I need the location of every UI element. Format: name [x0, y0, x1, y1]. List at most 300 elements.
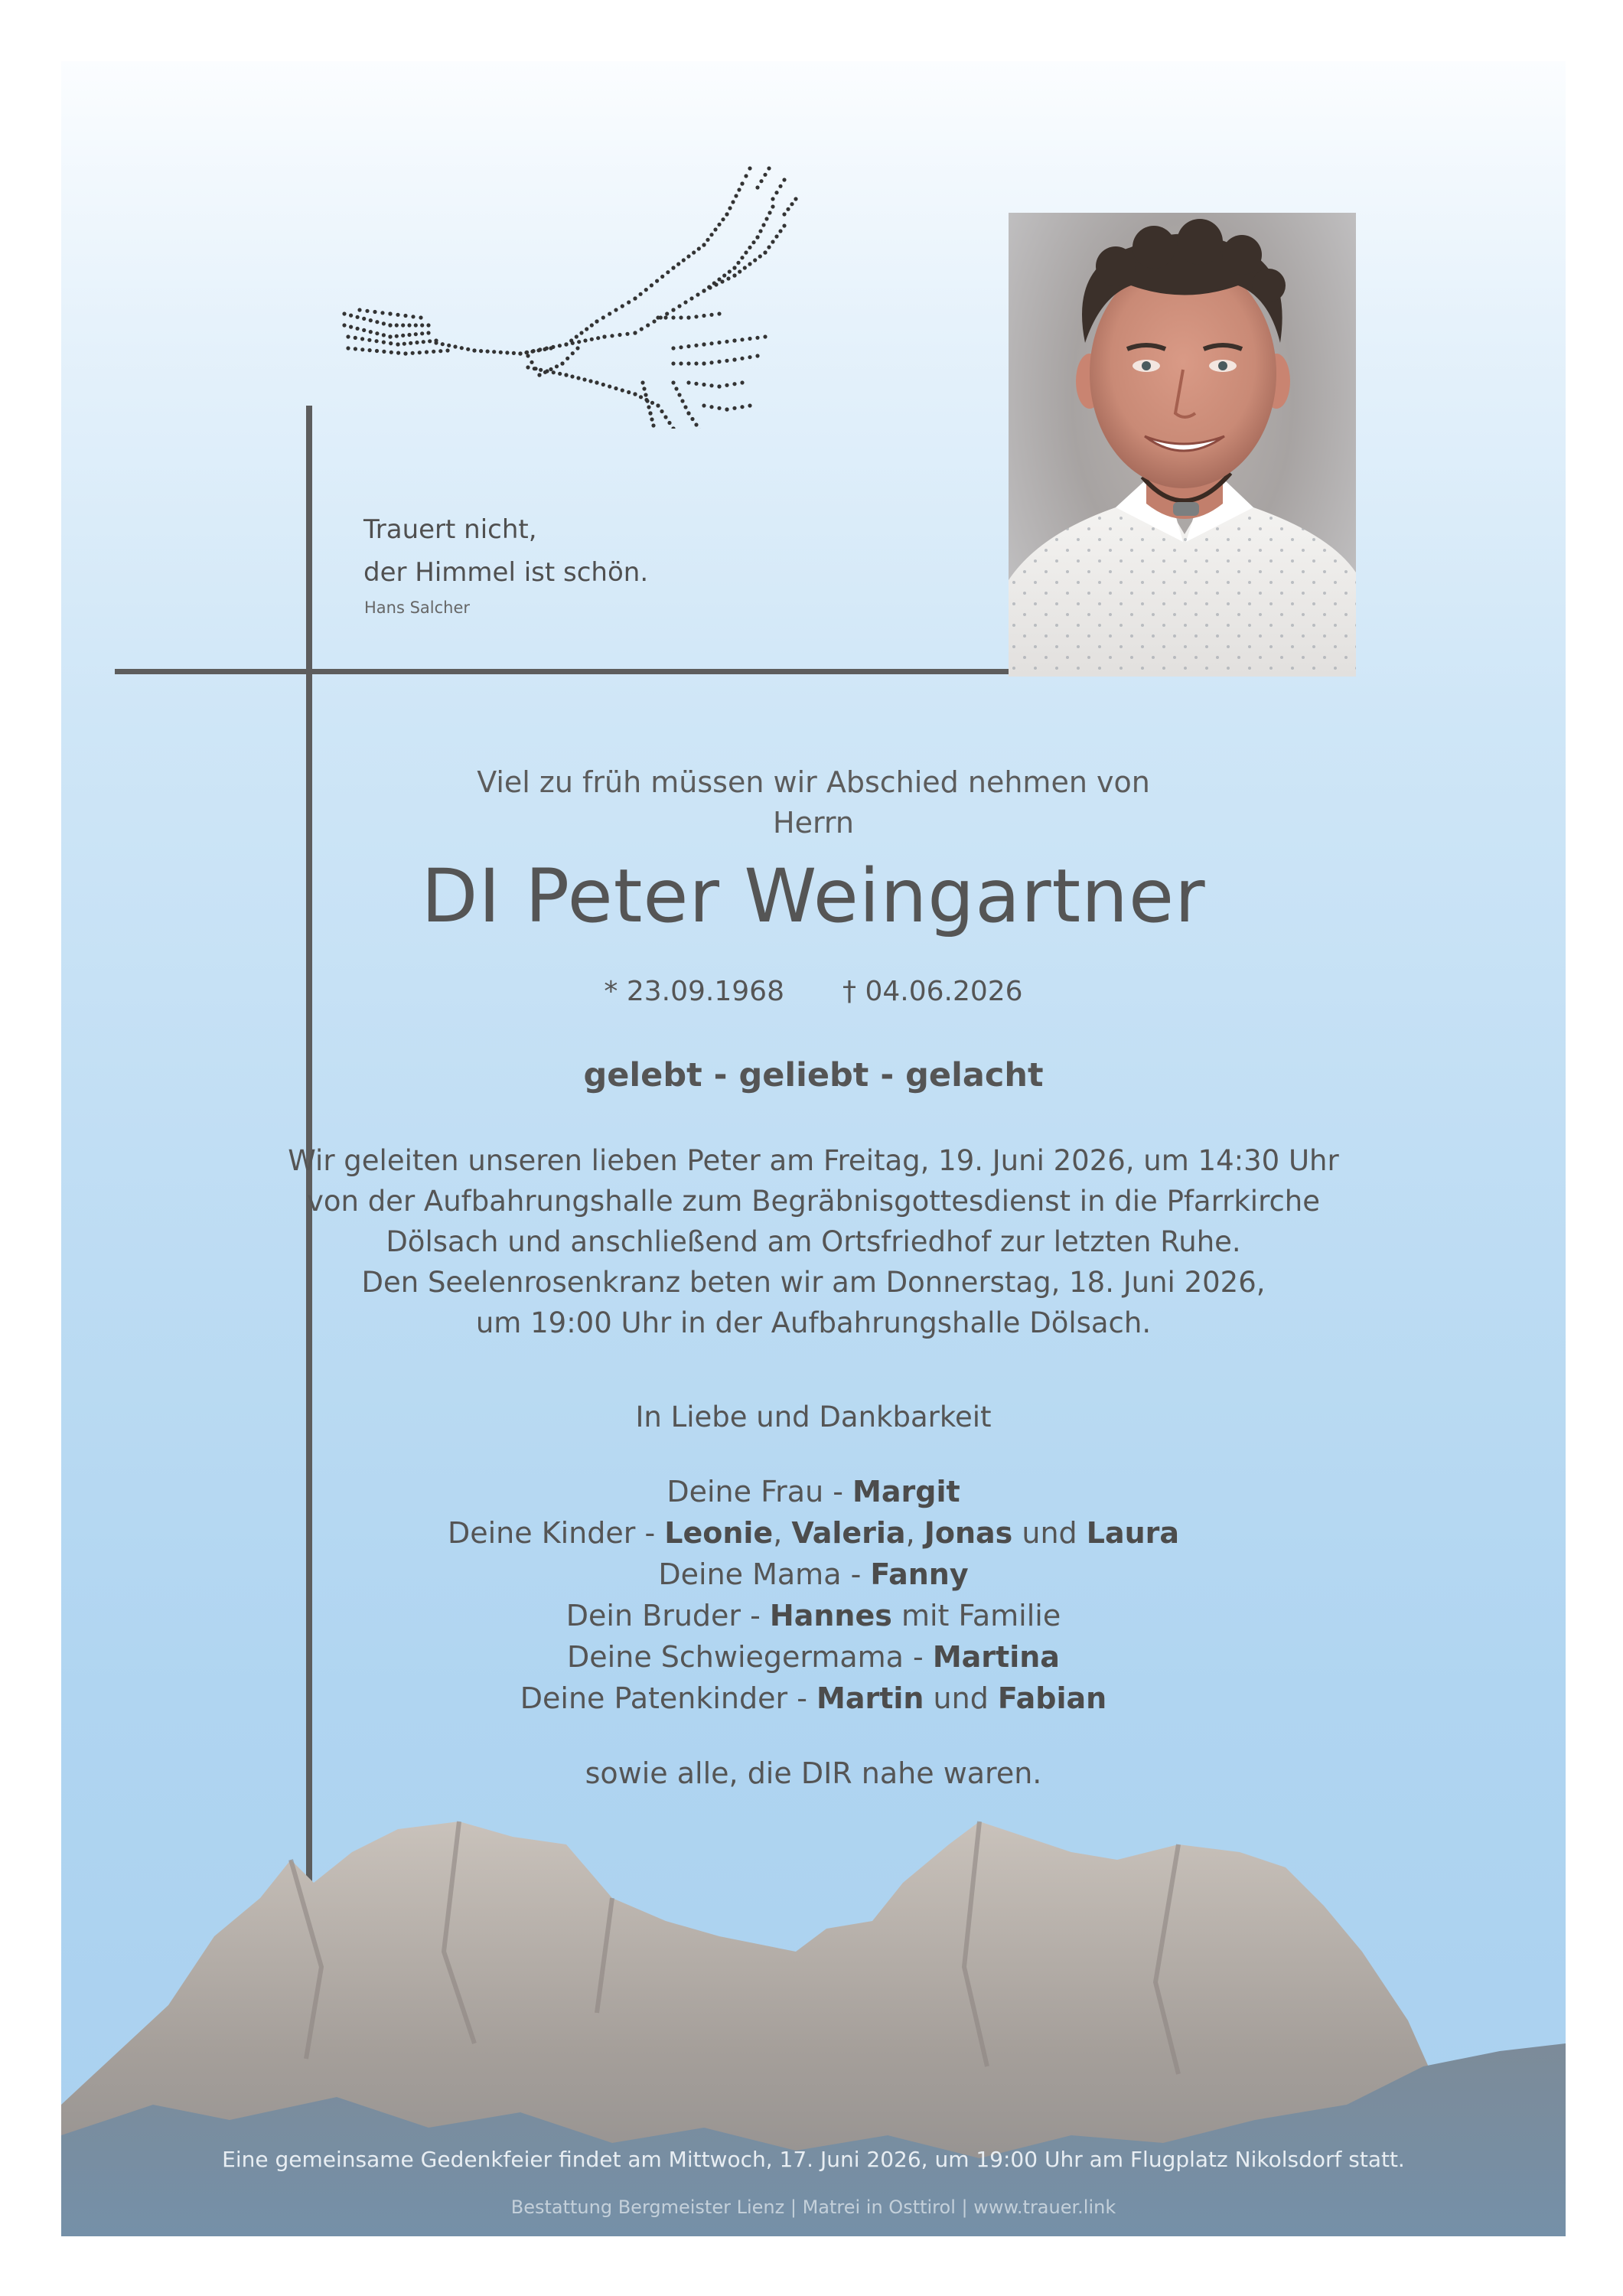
family-member-name: Fabian	[997, 1681, 1107, 1715]
bird-dot	[596, 336, 600, 340]
bird-dot	[441, 342, 445, 346]
bird-dot	[714, 282, 718, 286]
gratitude-line: In Liebe und Dankbarkeit	[635, 1401, 992, 1433]
bird-dot	[740, 256, 744, 259]
bird-dot	[702, 342, 706, 346]
family-member-name: Valeria	[791, 1516, 906, 1550]
bird-dot	[388, 311, 392, 315]
bird-dot	[755, 185, 759, 189]
bird-dot	[472, 348, 476, 352]
family-relation-text: Deine Schwiegermama -	[567, 1640, 933, 1674]
bird-dot	[709, 313, 713, 317]
bird-dot	[395, 323, 399, 327]
bird-dot	[731, 200, 735, 204]
deceased-name: DI Peter Weingartner	[421, 853, 1206, 939]
portrait-illustration	[1009, 213, 1356, 677]
bird-dot	[782, 178, 786, 181]
bird-dot	[671, 426, 675, 429]
bird-dot	[539, 368, 543, 372]
bird-dot	[726, 276, 730, 280]
bird-dot	[790, 202, 794, 206]
service-line: von der Aufbahrungshalle zum Begräbnisgottesdienst in die Pfarrkirche	[306, 1185, 1321, 1218]
family-member-name: Fanny	[870, 1557, 969, 1591]
bird-dot	[342, 323, 346, 327]
bird-dot	[582, 377, 586, 381]
bird-dot	[558, 344, 562, 347]
bird-dot	[403, 351, 407, 355]
bird-dot	[407, 323, 411, 327]
bird-dot	[395, 334, 399, 338]
bird-dot	[782, 212, 786, 216]
bird-dot	[354, 347, 357, 351]
bird-dot	[713, 227, 717, 231]
bird-dot	[774, 234, 778, 238]
bird-dot	[425, 350, 429, 354]
bird-dot	[518, 351, 522, 355]
bird-dot	[618, 333, 621, 337]
bird-dot	[717, 384, 721, 388]
bird-dot	[771, 240, 774, 243]
bird-dot	[782, 223, 786, 227]
bird-dot	[460, 346, 464, 350]
closing-line: sowie alle, die DIR nahe waren.	[585, 1756, 1042, 1790]
bird-dot	[403, 314, 407, 318]
bird-dot	[744, 250, 748, 254]
bird-dot	[671, 266, 675, 269]
bird-dot	[660, 275, 664, 279]
bird-dot	[555, 364, 559, 368]
bird-dot	[656, 403, 660, 407]
bird-dot	[382, 341, 386, 344]
bird-dot	[758, 254, 762, 258]
bird-dot	[647, 405, 650, 409]
bird-dot	[479, 349, 483, 353]
memorial-notice: Eine gemeinsame Gedenkfeier findet am Mittwoch, 17. Juni 2026, um 19:00 Uhr am Flugplatz Nikolsdorf statt.	[222, 2147, 1405, 2172]
bird-dot	[702, 289, 706, 292]
bird-dot	[732, 357, 736, 361]
dotted-bird-icon	[275, 153, 811, 429]
bird-dot	[709, 360, 713, 364]
bird-dot	[369, 318, 373, 322]
bird-dot	[717, 223, 721, 227]
bird-dot	[644, 288, 648, 292]
bird-dot	[356, 315, 360, 319]
bird-dot	[639, 395, 643, 399]
bird-dot	[505, 351, 509, 354]
bird-dot	[748, 337, 751, 341]
bird-dot	[570, 374, 574, 378]
bird-dot	[671, 346, 675, 350]
bird-dot	[696, 292, 699, 296]
bird-dot	[545, 347, 549, 351]
bird-dot	[625, 332, 629, 336]
bird-dot	[418, 351, 422, 354]
bird-dot	[732, 273, 736, 277]
bird-dot	[771, 197, 774, 201]
bird-dot	[732, 406, 736, 410]
bird-dot	[382, 333, 386, 337]
bird-dot	[367, 338, 371, 342]
bird-dot	[409, 341, 412, 345]
cross-horizontal-bar	[115, 669, 1071, 674]
bird-dot	[621, 388, 624, 392]
bird-dot	[778, 184, 782, 188]
bird-dot	[748, 403, 751, 407]
bird-dot	[434, 341, 438, 344]
bird-dot	[382, 350, 386, 354]
bird-dot	[608, 384, 611, 388]
bird-dot	[595, 319, 598, 323]
bird-dot	[671, 308, 675, 311]
bird-dot	[690, 417, 694, 421]
family-line	[61, 1512, 1566, 1554]
bird-dot	[614, 308, 618, 311]
bird-dot	[551, 345, 555, 349]
quote-line-1: Trauert nicht,	[363, 514, 537, 545]
bird-dot	[679, 345, 683, 349]
bird-dot	[415, 341, 419, 344]
bird-dot	[743, 266, 747, 269]
bird-dot	[380, 311, 384, 315]
bird-dot	[633, 331, 637, 334]
bird-dot	[676, 262, 680, 266]
family-member-name: Hannes	[769, 1599, 892, 1632]
bird-dot	[728, 269, 732, 273]
bird-dot	[396, 342, 399, 346]
bird-dot	[740, 405, 744, 409]
bird-dot	[694, 382, 698, 386]
bird-dot	[767, 245, 771, 249]
bird-dot	[759, 179, 763, 183]
quote-line-2: der Himmel ist schön.	[363, 557, 649, 588]
bird-dot	[590, 338, 594, 341]
bird-dot	[422, 340, 425, 344]
family-list	[61, 1471, 1566, 1719]
bird-dot	[414, 323, 418, 327]
portrait-photo	[1009, 213, 1356, 677]
bird-dot	[346, 334, 350, 338]
bird-dot	[445, 348, 449, 352]
bird-dot	[639, 292, 643, 296]
bird-dot	[577, 340, 581, 344]
intro-line-2: Herrn	[773, 806, 854, 840]
bird-dot	[737, 188, 741, 191]
bird-dot	[575, 346, 579, 350]
bird-dot	[396, 313, 399, 317]
family-relation-text: ,	[773, 1516, 792, 1550]
bird-dot	[722, 273, 726, 277]
bird-dot	[702, 383, 706, 386]
bird-dot	[740, 338, 744, 341]
bird-dot	[346, 346, 350, 350]
family-member-name: Martin	[816, 1681, 924, 1715]
bird-dot	[706, 238, 709, 242]
bird-dot	[388, 323, 392, 327]
life-dates	[61, 976, 1566, 1007]
bird-dot	[717, 341, 721, 344]
family-relation-text: ,	[905, 1516, 924, 1550]
family-relation-text: und	[1012, 1516, 1087, 1550]
family-relation-text: Deine Patenkinder -	[520, 1681, 817, 1715]
bird-dot	[694, 361, 698, 365]
motto: gelebt - geliebt - gelacht	[583, 1056, 1044, 1094]
bird-dot	[748, 166, 751, 170]
bird-dot	[761, 223, 765, 227]
birth-date: * 23.09.1968	[604, 976, 784, 1007]
bird-dot	[655, 279, 659, 283]
bird-dot	[748, 262, 751, 266]
family-member-name: Jonas	[924, 1516, 1013, 1550]
bird-dot	[671, 380, 675, 384]
bird-dot	[702, 243, 706, 246]
bird-dot	[533, 367, 537, 370]
bird-dot	[758, 229, 762, 233]
bird-dot	[388, 334, 392, 338]
bird-dot	[349, 314, 353, 318]
bird-dot	[768, 210, 771, 214]
family-member-name: Margit	[852, 1475, 960, 1508]
bird-dot	[530, 360, 533, 364]
bird-dot	[682, 258, 686, 262]
death-date: † 04.06.2026	[842, 976, 1023, 1007]
bird-dot	[686, 344, 690, 348]
bird-dot	[740, 380, 744, 384]
bird-dot	[702, 314, 706, 318]
bird-dot	[721, 217, 725, 221]
bird-dot	[677, 393, 681, 396]
bird-dot	[725, 340, 728, 344]
bird-dot	[512, 351, 516, 355]
bird-dot	[595, 380, 598, 384]
bird-dot	[365, 309, 369, 313]
bird-dot	[689, 296, 693, 300]
service-line: um 19:00 Uhr in der Aufbahrungshalle Dölsach.	[475, 1306, 1152, 1339]
bird-dot	[382, 321, 386, 325]
bird-dot	[564, 342, 568, 346]
bird-dot	[571, 351, 575, 355]
bird-dot	[767, 166, 771, 170]
family-member-name: Laura	[1086, 1516, 1180, 1550]
bird-dot	[680, 399, 684, 403]
bird-dot	[652, 319, 656, 323]
bird-dot	[709, 233, 713, 236]
bird-dot	[543, 370, 547, 374]
bird-dot	[764, 217, 768, 220]
bird-dot	[650, 417, 653, 421]
bird-dot	[375, 349, 379, 353]
service-line: Den Seelenrosenkranz beten wir am Donnerstag, 18. Juni 2026,	[361, 1266, 1266, 1299]
bird-dot	[667, 421, 671, 425]
bird-dot	[466, 347, 470, 351]
bird-dot	[732, 382, 736, 386]
bird-dot	[686, 411, 690, 415]
service-announcement	[61, 1140, 1566, 1343]
bird-dot	[564, 373, 568, 377]
bird-dot	[627, 300, 631, 304]
bird-dot	[663, 415, 667, 419]
bird-dot	[666, 270, 670, 274]
bird-dot	[686, 380, 690, 384]
bird-dot	[751, 240, 755, 244]
bird-dot	[438, 349, 442, 353]
intro-line-1: Viel zu früh müssen wir Abschied nehmen von	[477, 765, 1150, 799]
bird-dot	[579, 331, 583, 334]
bird-dot	[740, 357, 744, 360]
bird-dot	[694, 344, 698, 347]
family-relation-text: und	[924, 1681, 998, 1715]
bird-dot	[356, 327, 360, 331]
bird-dot	[601, 383, 605, 386]
bird-dot	[774, 191, 778, 194]
bird-dot	[717, 406, 721, 410]
family-relation-text: Deine Frau -	[666, 1475, 853, 1508]
bird-dot	[640, 327, 644, 331]
family-member-name: Martina	[932, 1640, 1060, 1674]
bird-dot	[401, 323, 405, 327]
bird-dot	[373, 310, 376, 314]
bird-dot	[656, 315, 660, 319]
bird-dot	[740, 181, 744, 185]
bird-dot	[375, 320, 379, 324]
bird-dot	[646, 323, 650, 327]
bird-dot	[608, 311, 611, 315]
bird-dot	[702, 361, 706, 365]
family-line	[61, 1678, 1566, 1719]
bird-dot	[753, 258, 757, 262]
bird-dot	[683, 405, 687, 409]
bird-dot	[342, 311, 346, 315]
bird-dot	[414, 332, 418, 336]
bird-dot	[732, 266, 736, 269]
bird-dot	[725, 383, 728, 387]
bird-dot	[686, 254, 690, 258]
bird-dot	[665, 311, 669, 315]
family-relation-text: mit Familie	[891, 1599, 1061, 1632]
bird-dot	[610, 334, 614, 338]
bird-dot	[552, 370, 556, 374]
bird-dot	[679, 315, 683, 319]
family-member-name: Leonie	[664, 1516, 774, 1550]
bird-dot	[642, 386, 646, 390]
bird-dot	[671, 361, 675, 365]
bird-dot	[565, 357, 569, 360]
bird-dot	[734, 194, 738, 197]
bird-dot	[686, 315, 690, 319]
bird-dot	[686, 361, 690, 365]
bird-dot	[576, 376, 580, 380]
bird-dot	[627, 390, 631, 394]
bird-dot	[648, 411, 652, 415]
family-relation-text: Deine Mama -	[658, 1557, 871, 1591]
bird-dot	[396, 351, 400, 355]
bird-dot	[771, 204, 774, 208]
bird-dot	[763, 334, 767, 338]
bird-dot	[744, 174, 748, 178]
bird-dot	[644, 393, 647, 396]
funeral-home-footer: Bestattung Bergmeister Lienz | Matrei in Osttirol | www.trauer.link	[510, 2197, 1116, 2218]
bird-dot	[360, 347, 364, 351]
bird-dot	[419, 315, 422, 319]
bird-dot	[633, 296, 637, 300]
bird-dot	[499, 351, 503, 354]
bird-dot	[633, 392, 637, 396]
bird-dot	[732, 338, 736, 342]
bird-dot	[763, 250, 767, 254]
family-relation-text: Deine Kinder -	[447, 1516, 665, 1550]
bird-dot	[560, 361, 564, 365]
parte-card	[61, 61, 1566, 2236]
bird-dot	[585, 327, 588, 331]
family-line	[61, 1636, 1566, 1678]
quote-author: Hans Salcher	[364, 598, 471, 617]
bird-dot	[447, 344, 451, 347]
family-line	[61, 1554, 1566, 1595]
bird-dot	[588, 379, 592, 383]
bird-dot	[537, 373, 541, 377]
bird-dot	[532, 349, 536, 353]
service-line: Wir geleiten unseren lieben Peter am Freitag, 19. Juni 2026, um 14:30 Uhr	[288, 1144, 1339, 1177]
bird-dot	[526, 354, 530, 357]
bird-dot	[683, 300, 687, 304]
bird-dot	[692, 250, 696, 254]
bird-dot	[602, 334, 606, 338]
bird-dot	[717, 311, 721, 315]
bird-dot	[736, 261, 740, 265]
bird-dot	[725, 359, 728, 363]
bird-dot	[709, 405, 713, 409]
bird-dot	[651, 423, 655, 427]
bird-dot	[763, 173, 767, 177]
bird-dot	[709, 383, 713, 387]
bird-dot	[650, 283, 653, 287]
bird-dot	[407, 333, 411, 337]
bird-dot	[702, 403, 706, 407]
family-relation-text: Dein Bruder -	[565, 1599, 770, 1632]
bird-dot	[411, 315, 415, 318]
bird-dot	[569, 338, 573, 342]
family-line	[61, 1595, 1566, 1636]
bird-dot	[402, 342, 406, 346]
bird-dot	[583, 338, 587, 342]
bird-dot	[432, 350, 435, 354]
bird-dot	[614, 386, 618, 390]
bird-dot	[601, 315, 605, 319]
bird-dot	[709, 341, 713, 345]
bird-dot	[694, 315, 698, 318]
bird-dot	[677, 304, 681, 308]
bird-dot	[426, 331, 430, 334]
bird-dot	[660, 409, 663, 413]
bird-dot	[663, 315, 667, 319]
bird-dot	[697, 246, 701, 250]
bird-dot	[349, 325, 353, 329]
bird-dot	[717, 360, 721, 364]
bird-dot	[755, 235, 759, 239]
bird-dot	[360, 337, 364, 341]
bird-dot	[420, 323, 424, 327]
bird-dot	[650, 401, 654, 405]
bird-dot	[755, 336, 759, 340]
bird-dot	[426, 323, 430, 327]
bird-dot	[420, 331, 424, 335]
bird-dot	[720, 279, 724, 283]
bird-dot	[725, 407, 728, 411]
bird-dot	[389, 351, 393, 354]
bird-dot	[590, 323, 594, 327]
bird-dot	[389, 341, 393, 345]
bird-dot	[748, 355, 751, 359]
bird-dot	[738, 269, 741, 273]
